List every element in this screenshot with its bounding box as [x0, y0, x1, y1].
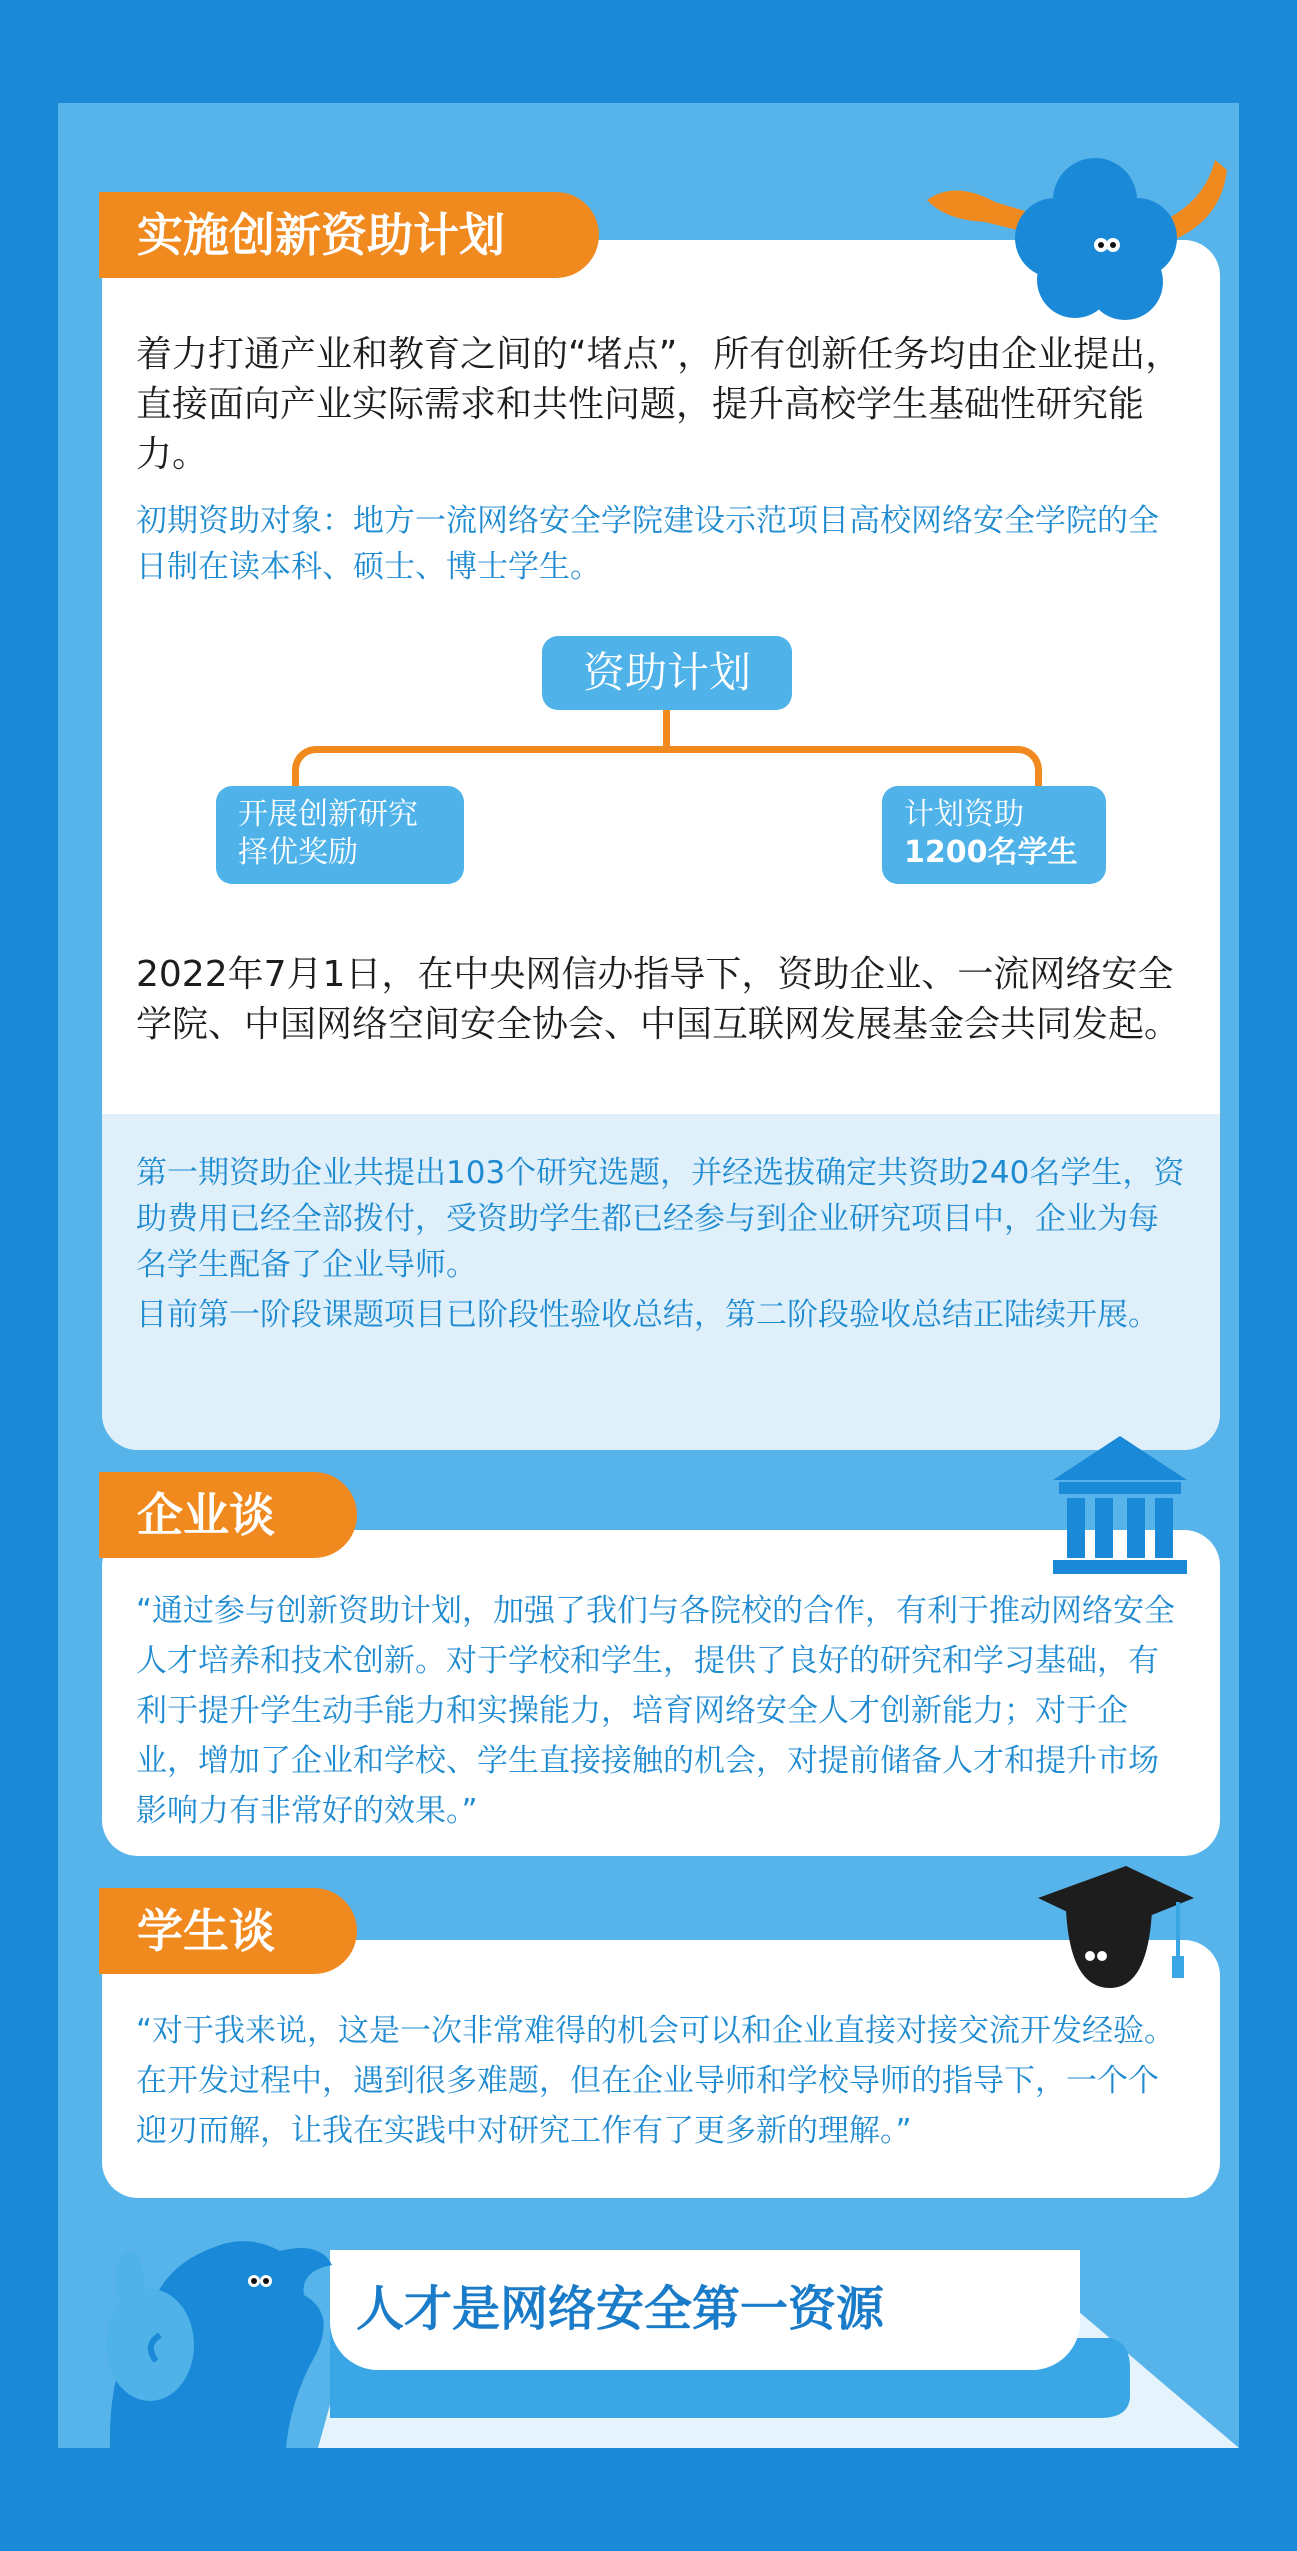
diagram-stem — [663, 710, 670, 750]
student-quote: “对于我来说，这是一次非常难得的机会可以和企业直接对接交流开发经验。在开发过程中，遇到很多难题，但在企业导师和学校导师的指导下，一个个迎刃而解，让我在实践中对研究工作有了更多新的理解。” — [136, 2013, 1176, 2149]
date-text: 2022年7月1日，在中央网信办指导下，资助企业、一流网络安全学院、中国网络空间安全协会、中国互联网发展基金会共同发起。 — [136, 954, 1181, 1045]
diagram-right-line2: 1200名学生 — [904, 835, 1078, 870]
flower-mascot-icon — [915, 140, 1235, 330]
enterprise-quote: “通过参与创新资助计划，加强了我们与各院校的合作，有利于推动网络安全人才培养和技术创新。对于学校和学生，提供了良好的研究和学习基础，有利于提升学生动手能力和实操能力，培育网络安全人才创新能力；对于企业，增加了企业和学校、学生直接接触的机会，对提前储备人才和提升市场影响力有非常好的效果。” — [136, 1593, 1176, 1829]
footer-slogan: 人才是网络安全第一资源 — [356, 2281, 885, 2337]
diagram-root — [542, 636, 792, 710]
bird-mascot-icon — [90, 2205, 360, 2448]
diagram-right-line1: 计划资助 — [904, 797, 1024, 832]
section2-tag: 企业谈 — [99, 1472, 357, 1558]
diagram-left-line2: 择优奖励 — [238, 835, 358, 870]
intro-text: 着力打通产业和教育之间的“堵点”，所有创新任务均由企业提出，直接面向产业实际需求和共性问题，提升高校学生基础性研究能力。 — [136, 334, 1182, 475]
diagram-left-node — [216, 786, 464, 884]
progress-block — [102, 1114, 1220, 1450]
progress-text-2: 目前第一阶段课题项目已阶段性验收总结，第二阶段验收总结正陆续开展。 — [136, 1297, 1159, 1333]
graduation-cap-icon — [1030, 1858, 1200, 1998]
diagram-right-node — [882, 786, 1106, 884]
innovation-card — [102, 240, 1220, 1450]
institution-building-icon — [1045, 1432, 1195, 1578]
section1-tag: 实施创新资助计划 — [99, 192, 599, 278]
target-text: 初期资助对象：地方一流网络安全学院建设示范项目高校网络安全学院的全日制在读本科、硕士、博士学生。 — [136, 503, 1159, 585]
diagram-branch — [292, 746, 1042, 786]
enterprise-card — [102, 1530, 1220, 1856]
diagram-left-line1: 开展创新研究 — [238, 797, 418, 832]
progress-text-1: 第一期资助企业共提出103个研究选题，并经选拔确定共资助240名学生，资助费用已经全部拨付，受资助学生都已经参与到企业研究项目中，企业为每名学生配备了企业导师。 — [136, 1155, 1185, 1283]
diagram-root-label: 资助计划 — [582, 648, 751, 697]
section3-tag: 学生谈 — [99, 1888, 357, 1974]
